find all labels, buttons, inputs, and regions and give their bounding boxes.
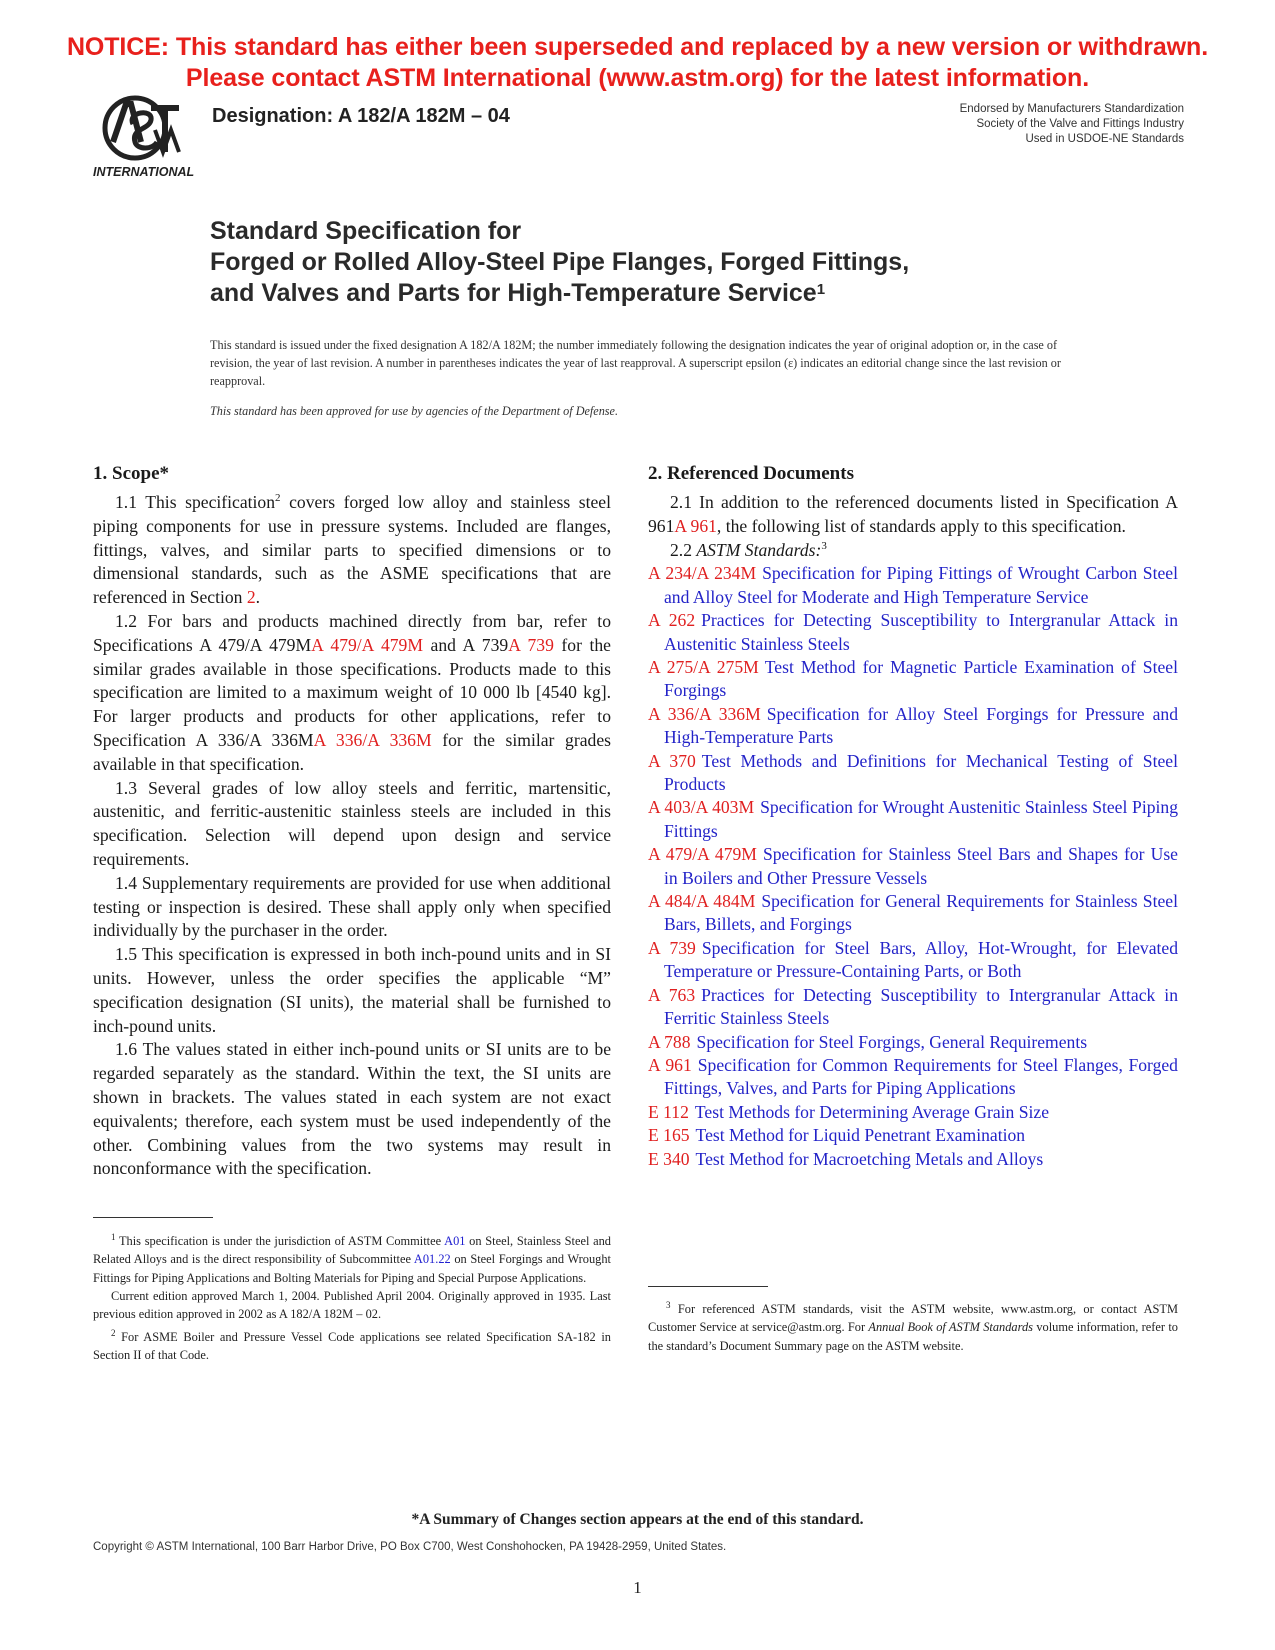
- endorsement-block: [960, 102, 1184, 147]
- standard-title[interactable]: Specification for General Requirements for Stainless Steel Bars, Billets, and Forgings: [664, 891, 1178, 935]
- right-column: [648, 462, 1178, 1171]
- standard-code[interactable]: A 262: [648, 610, 696, 631]
- standard-title[interactable]: Specification for Common Requirements for Steel Flanges, Forged Fittings, Valves, and Parts for Piping Applications: [664, 1054, 1178, 1099]
- standard-title[interactable]: Test Method for Magnetic Particle Examination of Steel Forgings: [664, 657, 1178, 701]
- standard-title[interactable]: Specification for Steel Bars, Alloy, Hot-Wrought, for Elevated Temperature or Pressure-Containing Parts, or Both: [664, 937, 1178, 982]
- title-line-3: and Valves and Parts for High-Temperature Service$^1$: [210, 279, 826, 307]
- footnote-3: $^3$ For referenced ASTM standards, visit the ASTM website, www.astm.org, or contact ASTM Customer Service at service@astm.org. For Annual Book of ASTM Standards volume information, refer to the standard’s Document Summary page on the ASTM website.: [648, 1300, 1178, 1353]
- astm-logo: [93, 90, 195, 182]
- issue-note: This standard is issued under the fixed designation A 182/A 182M; the number immediately following the designation indicates the year of original adoption or, in the case of revision, the year of last revision. A number in parentheses indicates the year of last reapproval. A superscript epsilon (ε) indicates an editorial change since the last revision or reapproval.: [210, 338, 1061, 388]
- standard-code[interactable]: A 234/A 234M: [648, 563, 757, 584]
- endorsement-line: Endorsed by Manufacturers Standardization: [959, 103, 1184, 115]
- referenced-standards-list: [648, 562, 1178, 1171]
- standard-title[interactable]: Practices for Detecting Susceptibility to Intergranular Attack in Ferritic Stainless Steels: [664, 984, 1178, 1029]
- document-title: [210, 216, 1090, 309]
- svg-text:INTERNATIONAL: INTERNATIONAL: [93, 165, 195, 179]
- standard-code[interactable]: A 788: [648, 1031, 691, 1052]
- committee-a01-link[interactable]: A01: [444, 1234, 466, 1249]
- summary-of-changes-note: *A Summary of Changes section appears at the end of this standard.: [411, 1511, 864, 1528]
- standard-title[interactable]: Specification for Wrought Austenitic Stainless Steel Piping Fittings: [664, 797, 1178, 841]
- referenced-standard-item[interactable]: [648, 796, 1178, 843]
- standard-title[interactable]: Specification for Alloy Steel Forgings for Pressure and High-Temperature Parts: [664, 703, 1178, 748]
- supersession-notice-line-1: NOTICE: This standard has either been superseded and replaced by a new version or withdrawn.: [66, 33, 1209, 61]
- a739-link[interactable]: A 739: [508, 634, 554, 655]
- paragraph-2-1: 2.1 In addition to the referenced documents listed in Specification A 961A 961, the following list of standards apply to this specification.: [648, 492, 1178, 536]
- endorsement-line: Society of the Valve and Fittings Industry: [976, 118, 1184, 130]
- referenced-standard-item[interactable]: [648, 984, 1178, 1031]
- title-footnote-mark: 1: [816, 281, 826, 298]
- standard-code[interactable]: E 340: [648, 1148, 690, 1169]
- standard-title[interactable]: Test Methods for Determining Average Grain Size: [694, 1101, 1050, 1122]
- endorsement-line: Used in USDOE-NE Standards: [1025, 133, 1184, 145]
- section-heading-scope: 1. Scope*: [93, 463, 169, 484]
- designation: Designation: A 182/A 182M – 04: [212, 105, 510, 127]
- footnotes-left: [93, 1228, 611, 1364]
- referenced-standard-item[interactable]: [648, 1148, 1178, 1171]
- footnote-2: $^2$ For ASME Boiler and Pressure Vessel Code applications see related Specification SA-182 in Section II of that Code.: [93, 1327, 611, 1363]
- referenced-standard-item[interactable]: [648, 1031, 1178, 1054]
- standard-title[interactable]: Test Methods and Definitions for Mechanical Testing of Steel Products: [664, 750, 1178, 795]
- standard-code[interactable]: A 370: [648, 750, 696, 771]
- standard-code[interactable]: A 484/A 484M: [648, 891, 756, 912]
- title-line-2: Forged or Rolled Alloy-Steel Pipe Flanges, Forged Fittings,: [210, 248, 910, 276]
- paragraph-1-2: 1.2 For bars and products machined directly from bar, refer to Specifications A 479/A 479MA 479/A 479M and A 739A 739 for the similar grades available in those specifications. Products made to this specification are limited to a maximum weight of 10 000 lb [4540 kg]. For larger products and products for other applications, refer to Specification A 336/A 336MA 336/A 336M for the similar grades available in that specification.: [93, 610, 611, 774]
- standard-code[interactable]: E 165: [648, 1125, 690, 1146]
- paragraph-1-4: 1.4 Supplementary requirements are provided for use when additional testing or inspection is desired. These shall apply only when specified individually by the purchaser in the order.: [93, 872, 611, 941]
- paragraph-1-5: 1.5 This specification is expressed in both inch-pound units and in SI units. However, unless the order specifies the applicable “M” specification designation (SI units), the material shall be furnished to inch-pound units.: [93, 944, 611, 1036]
- referenced-standard-item[interactable]: [648, 609, 1178, 656]
- referenced-standard-item[interactable]: [648, 750, 1178, 797]
- standard-code[interactable]: A 275/A 275M: [648, 657, 759, 678]
- left-column: [93, 462, 611, 1181]
- referenced-standard-item[interactable]: [648, 1124, 1178, 1147]
- a961-link[interactable]: A 961: [674, 515, 717, 536]
- standard-code[interactable]: A 336/A 336M: [648, 703, 761, 724]
- standard-title[interactable]: Specification for Steel Forgings, General Requirements: [696, 1031, 1088, 1052]
- standard-code[interactable]: A 403/A 403M: [648, 797, 755, 818]
- a479-link[interactable]: A 479/A 479M: [311, 634, 423, 655]
- referenced-standard-item[interactable]: [648, 562, 1178, 609]
- footnote-1-edition: Current edition approved March 1, 2004. Published April 2004. Originally approved in 1935. Last previous edition approved in 2002 as A 182/A 182M – 02.: [93, 1289, 611, 1322]
- referenced-standard-item[interactable]: [648, 843, 1178, 890]
- standard-code[interactable]: A 479/A 479M: [648, 844, 757, 865]
- standard-code[interactable]: A 961: [648, 1054, 692, 1075]
- standard-code[interactable]: A 763: [648, 984, 696, 1005]
- a336-link[interactable]: A 336/A 336M: [313, 729, 432, 750]
- section-2-link[interactable]: 2: [246, 587, 256, 608]
- standard-code[interactable]: E 112: [648, 1101, 689, 1122]
- referenced-standard-item[interactable]: [648, 1054, 1178, 1101]
- standard-title[interactable]: Test Method for Macroetching Metals and Alloys: [695, 1148, 1044, 1169]
- section-heading-referenced-documents: 2. Referenced Documents: [648, 463, 854, 484]
- paragraph-1-3: 1.3 Several grades of low alloy steels and ferritic, martensitic, austenitic, and ferritic-austenitic stainless steels are included in this specification. Selection will depend upon design and service requirements.: [93, 777, 611, 869]
- standard-title[interactable]: Practices for Detecting Susceptibility to Intergranular Attack in Austenitic Stainless Steels: [664, 610, 1178, 654]
- title-line-1: Standard Specification for: [210, 217, 522, 245]
- paragraph-1-1: 1.1 This specification$^2$ covers forged low alloy and stainless steel piping components for use in pressure systems. Included are flanges, fittings, valves, and similar parts to specified dimensions or to dimensional standards, such as the ASME specifications that are referenced in Section 2.: [93, 492, 612, 608]
- footnote-divider: [648, 1286, 768, 1287]
- supersession-notice-line-2: Please contact ASTM International (www.astm.org) for the latest information.: [185, 64, 1090, 92]
- referenced-standard-item[interactable]: [648, 1101, 1178, 1124]
- copyright-line: Copyright © ASTM International, 100 Barr Harbor Drive, PO Box C700, West Conshohocken, PA 19428-2959, United States.: [93, 1541, 727, 1553]
- footnote-1: $^1$ This specification is under the jurisdiction of ASTM Committee A01 on Steel, Stainless Steel and Related Alloys and is the direct responsibility of Subcommittee A01.22 on Steel Forgings and Wrought Fittings for Piping Applications and Bolting Materials for Piping and Special Purpose Applications.: [93, 1232, 611, 1285]
- footnotes-right: [648, 1296, 1178, 1355]
- standard-title[interactable]: Specification for Piping Fittings of Wrought Carbon Steel and Alloy Steel for Moderate and High Temperature Service: [664, 563, 1178, 607]
- page-number: 1: [633, 1578, 642, 1597]
- referenced-standard-item[interactable]: [648, 937, 1178, 984]
- subcommittee-a0122-link[interactable]: A01.22: [413, 1252, 451, 1267]
- referenced-standard-item[interactable]: [648, 656, 1178, 703]
- paragraph-1-6: 1.6 The values stated in either inch-pound units or SI units are to be regarded separately as the standard. Within the text, the SI units are shown in brackets. The values stated in each system are not exact equivalents; therefore, each system must be used independently of the other. Combining values from the two systems may result in nonconformance with the specification.: [93, 1039, 611, 1179]
- standard-code[interactable]: A 739: [648, 937, 696, 958]
- standard-title[interactable]: Test Method for Liquid Penetrant Examination: [695, 1125, 1026, 1146]
- paragraph-2-2: 2.2 ASTM Standards:$^3$: [670, 539, 827, 560]
- dod-approval-note: This standard has been approved for use by agencies of the Department of Defense.: [210, 404, 618, 418]
- footnote-divider: [93, 1217, 213, 1218]
- referenced-standard-item[interactable]: [648, 890, 1178, 937]
- standard-title[interactable]: Specification for Stainless Steel Bars and Shapes for Use in Boilers and Other Pressure Vessels: [664, 844, 1178, 888]
- referenced-standard-item[interactable]: [648, 703, 1178, 750]
